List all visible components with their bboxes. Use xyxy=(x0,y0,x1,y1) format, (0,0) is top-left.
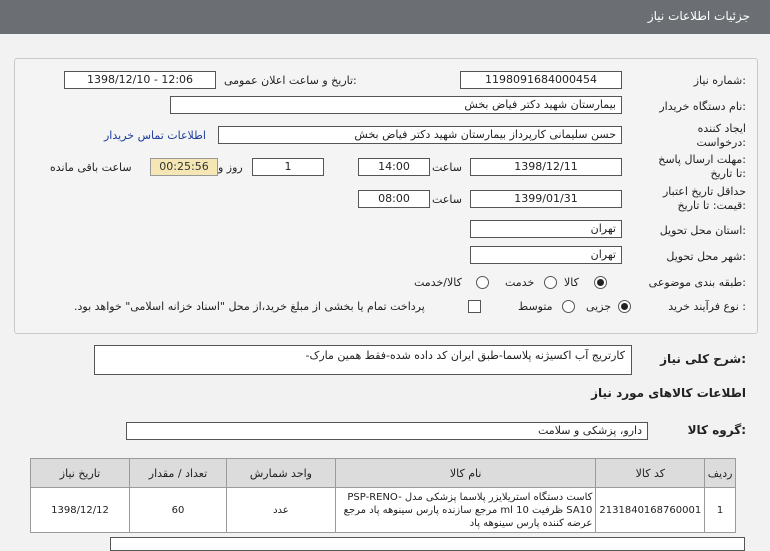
deadline-label-1: مهلت ارسال پاسخ: xyxy=(658,153,746,166)
validity-date-field: 1399/01/31 xyxy=(470,190,622,208)
cell-row: 1 xyxy=(705,488,736,533)
col-qty: تعداد / مقدار xyxy=(130,459,227,488)
next-section-box xyxy=(110,537,745,551)
days-label: روز و xyxy=(218,161,243,174)
cell-name: کاست دستگاه استریلایزر پلاسما پزشکی مدل PSP-RENO-SA10 ظرفیت 10 ml مرجع سازنده پارس سینوهه پاد مرجع عرضه کننده پارس سینوهه پاد xyxy=(335,488,595,533)
province-field: تهران xyxy=(470,220,622,238)
city-field: تهران xyxy=(470,246,622,264)
payment-note: پرداخت تمام یا بخشی از مبلغ خرید،از محل "اسناد خزانه اسلامی" خواهد بود. xyxy=(74,300,425,313)
page-header xyxy=(0,0,770,34)
goods-group-field: دارو، پزشکی و سلامت xyxy=(126,422,648,440)
col-name: نام کالا xyxy=(335,459,595,488)
col-date: تاریخ نیاز xyxy=(31,459,130,488)
validity-time-field: 08:00 xyxy=(358,190,430,208)
remaining-label: ساعت باقی مانده xyxy=(50,161,132,174)
cell-code: 2131840168760001 xyxy=(596,488,705,533)
creator-label-1: ایجاد کننده xyxy=(697,122,746,135)
description-label: شرح کلی نیاز: xyxy=(660,352,746,366)
deadline-date-field: 1398/12/11 xyxy=(470,158,622,176)
province-label: استان محل تحویل: xyxy=(659,224,746,237)
deadline-time-field: 14:00 xyxy=(358,158,430,176)
deadline-time-label: ساعت xyxy=(432,161,462,174)
category-option-service: خدمت xyxy=(505,276,535,289)
process-option-minor: جزیی xyxy=(586,300,612,313)
validity-label-1: حداقل تاریخ اعتبار xyxy=(662,185,746,198)
col-unit: واحد شمارش xyxy=(226,459,335,488)
deadline-label-2: تا تاریخ: xyxy=(710,167,746,180)
goods-section-title: اطلاعات کالاهای مورد نیاز xyxy=(591,386,746,400)
col-code: کد کالا xyxy=(596,459,705,488)
col-row: ردیف xyxy=(705,459,736,488)
process-label: نوع فرآیند خرید : xyxy=(668,300,746,313)
creator-field: حسن سلیمانی کارپرداز بیمارستان شهید دکتر فیاض بخش xyxy=(218,126,622,144)
cell-date: 1398/12/12 xyxy=(31,488,130,533)
category-option-goods-service: کالا/خدمت xyxy=(414,276,462,289)
need-number-label: شماره نیاز: xyxy=(693,74,746,87)
city-label: شهر محل تحویل: xyxy=(666,250,746,263)
goods-table-header xyxy=(31,459,736,488)
description-field: کارتریج آب اکسیژنه پلاسما-طبق ایران کد داده شده-فقط همین مارک- xyxy=(94,345,632,375)
process-radio-minor[interactable] xyxy=(618,300,631,313)
category-radio-goods-service[interactable] xyxy=(476,276,489,289)
announce-label: تاریخ و ساعت اعلان عمومی: xyxy=(224,74,357,87)
category-option-goods: کالا xyxy=(564,276,579,289)
contact-info-link[interactable]: اطلاعات تماس خریدار xyxy=(104,129,206,142)
process-option-medium: متوسط xyxy=(518,300,553,313)
buyer-org-label: نام دستگاه خریدار: xyxy=(659,100,746,113)
creator-label-2: درخواست: xyxy=(696,136,746,149)
process-radio-medium[interactable] xyxy=(562,300,575,313)
category-label: طبقه بندی موضوعی: xyxy=(648,276,746,289)
need-number-field: 1198091684000454 xyxy=(460,71,622,89)
validity-label-2: قیمت: تا تاریخ: xyxy=(677,199,746,212)
announce-field: 1398/12/10 - 12:06 xyxy=(64,71,216,89)
category-radio-goods[interactable] xyxy=(594,276,607,289)
validity-time-label: ساعت xyxy=(432,193,462,206)
goods-table xyxy=(30,458,736,533)
buyer-org-field: بیمارستان شهید دکتر فیاض بخش xyxy=(170,96,622,114)
table-row[interactable] xyxy=(31,488,736,533)
cell-unit: عدد xyxy=(226,488,335,533)
cell-qty: 60 xyxy=(130,488,227,533)
page-title: جزئیات اطلاعات نیاز xyxy=(647,9,750,23)
category-radio-service[interactable] xyxy=(544,276,557,289)
treasury-checkbox[interactable] xyxy=(468,300,481,313)
remaining-timer: 00:25:56 xyxy=(150,158,218,176)
days-field: 1 xyxy=(252,158,324,176)
goods-group-label: گروه کالا: xyxy=(687,423,746,437)
